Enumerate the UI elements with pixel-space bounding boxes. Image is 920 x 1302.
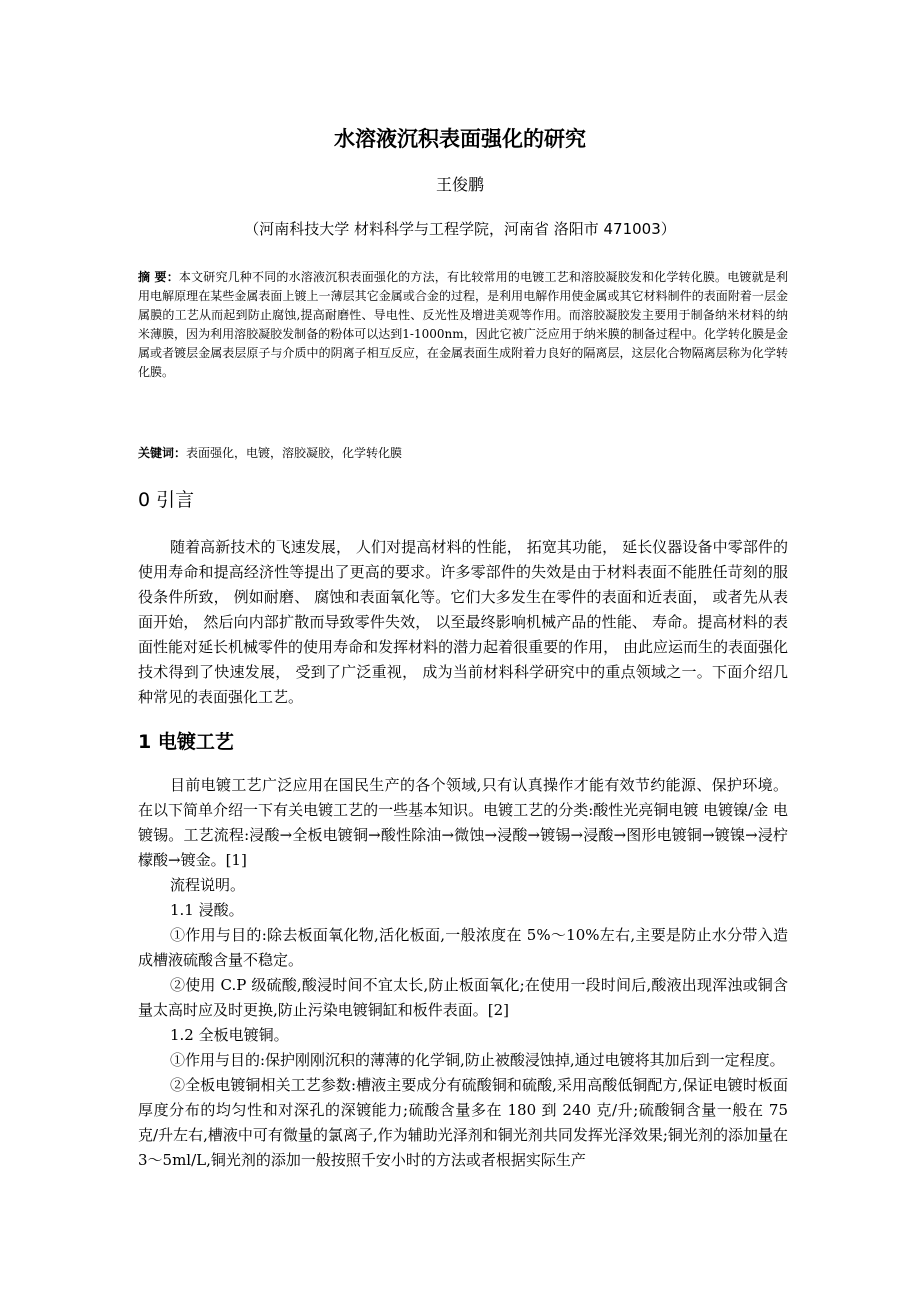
abstract-text: 本文研究几种不同的水溶液沉积表面强化的方法，有比较常用的电镀工艺和溶胶凝胶发和化学转化膜。电镀就是利用电解原理在某些金属表面上镀上一薄层其它金属或合金的过程，是利用电解作用使金属或其它材料制件的表面附着一层金属膜的工艺从而起到防止腐蚀,提高耐磨性、导电性、反光性及增进美观等作用。而溶胶凝胶发主要用于制备纳米材料的纳米薄膜，因为利用溶胶凝胶发制备的粉体可以达到1-1000nm，因此它被广泛应用于纳米膜的制备过程中。化学转化膜是金属或者镀层金属表层原子与介质中的阴离子相互反应，在金属表面生成附着力良好的隔离层，这层化合物隔离层称为化学转化膜。 [138, 270, 788, 379]
keywords-label: 关键词： [138, 446, 187, 460]
paper-title: 水溶液沉积表面强化的研究 [334, 127, 586, 151]
keywords-text: 表面强化，电镀，溶胶凝胶，化学转化膜 [186, 446, 403, 460]
author-affiliation: （河南科技大学 材料科学与工程学院，河南省 洛阳市 471003） [244, 220, 676, 238]
abstract [138, 268, 788, 382]
introduction-paragraph: 随着高新技术的飞速发展， 人们对提高材料的性能， 拓宽其功能， 延长仪器设备中零部件的使用寿命和提高经济性等提出了更高的要求。许多零部件的失效是由于材料表面不能胜任苛刻的服役条件所致， 例如耐磨、 腐蚀和表面氧化等。它们大多发生在零件的表面和近表面， 或者先从表面开始， 然后向内部扩散而导致零件失效， 以至最终影响机械产品的性能、 寿命。提高材料的表面性能对延长机械零件的使用寿命和发挥材料的潜力起着很重要的作用， 由此应运而生的表面强化技术得到了快速发展， 受到了广泛重视， 成为当前材料科学研究中的重点领域之一。下面介绍几种常见的表面强化工艺。 [138, 538, 788, 706]
body-paragraph: ②使用 C.P 级硫酸,酸浸时间不宜太长,防止板面氧化;在使用一段时间后,酸液出现浑浊或铜含量太高时应及时更换,防止污染电镀铜缸和板件表面。[2] [138, 976, 788, 1019]
body-paragraph: 流程说明。 [170, 876, 246, 894]
subsection-heading: 1.1 浸酸。 [170, 901, 244, 919]
abstract-label: 摘 要： [138, 270, 179, 284]
section-heading-introduction: 0 引言 [138, 489, 195, 511]
author-name: 王俊鹏 [435, 175, 484, 194]
body-paragraph: ②全板电镀铜相关工艺参数:槽液主要成分有硫酸铜和硫酸,采用高酸低铜配方,保证电镀时板面厚度分布的均匀性和对深孔的深镀能力;硫酸含量多在 180 到 240 克/升;硫酸铜含量一般在 75 克/升左右,槽液中可有微量的氯离子,作为辅助光泽剂和铜光剂共同发挥光泽效果;铜光剂的添加量在 3～5ml/L,铜光剂的添加一般按照千安小时的方法或者根据实际生产 [138, 1076, 788, 1169]
electroplating-body [138, 773, 788, 1173]
body-paragraph: ①作用与目的:保护刚刚沉积的薄薄的化学铜,防止被酸浸蚀掉,通过电镀将其加后到一定程度。 [170, 1051, 785, 1069]
body-paragraph: 目前电镀工艺广泛应用在国民生产的各个领域,只有认真操作才能有效节约能源、保护环境。在以下简单介绍一下有关电镀工艺的一些基本知识。电镀工艺的分类:酸性光亮铜电镀 电镀镍/金 电镀锡。工艺流程:浸酸→全板电镀铜→酸性除油→微蚀→浸酸→镀锡→浸酸→图形电镀铜→镀镍→浸柠檬酸→镀金。[1] [138, 776, 788, 869]
keywords [138, 444, 788, 463]
body-paragraph: ①作用与目的:除去板面氧化物,活化板面,一般浓度在 5%～10%左右,主要是防止水分带入造成槽液硫酸含量不稳定。 [138, 926, 788, 969]
subsection-heading: 1.2 全板电镀铜。 [170, 1026, 289, 1044]
section-heading-electroplating: 1 电镀工艺 [138, 731, 234, 753]
